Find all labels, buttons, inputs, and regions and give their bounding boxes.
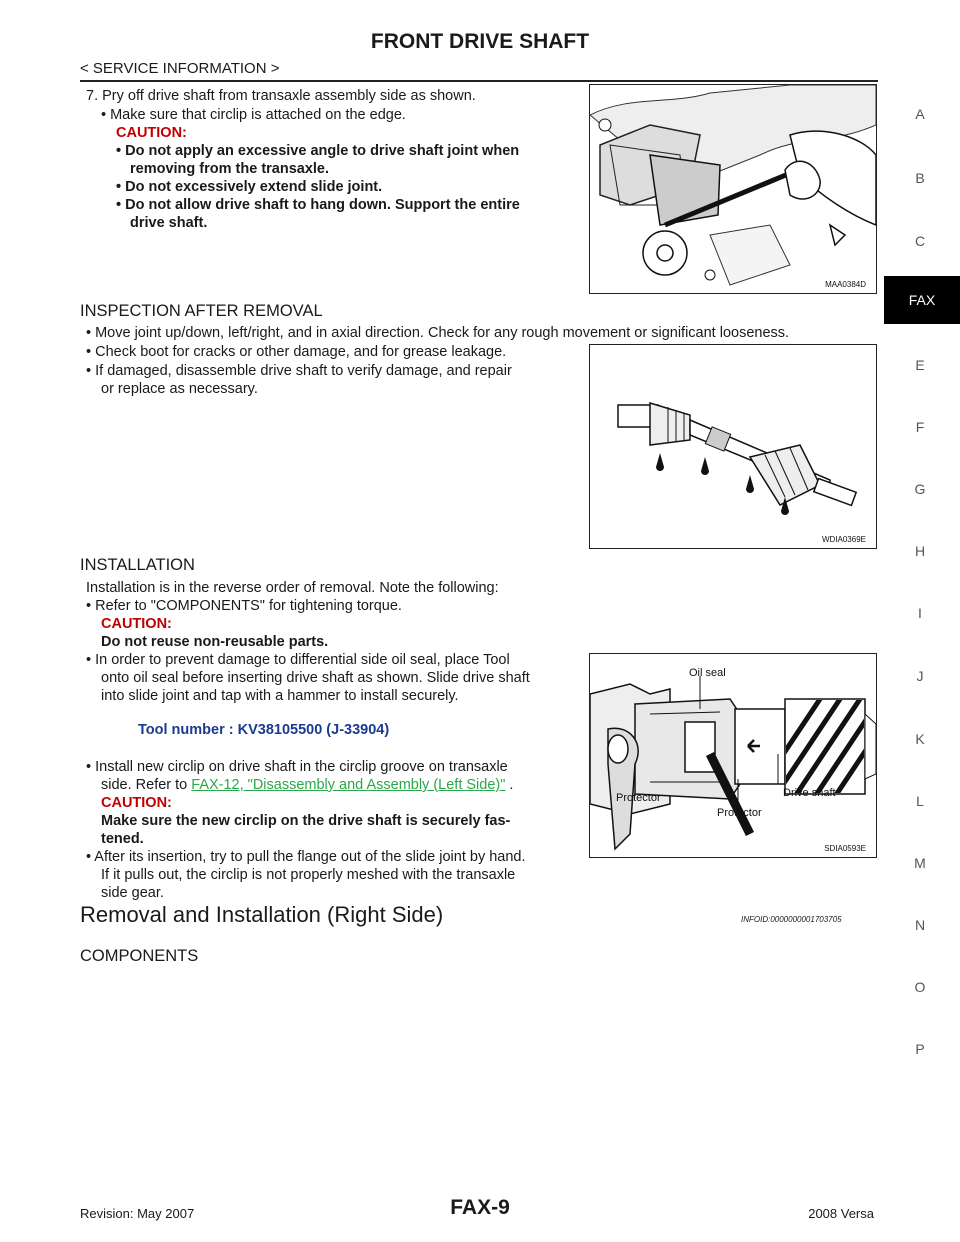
installation-item-cont: side gear. (101, 885, 164, 901)
page-subtitle: < SERVICE INFORMATION > (80, 60, 280, 77)
side-index-n[interactable]: N (914, 917, 926, 933)
installation-item-cont: into slide joint and tap with a hammer to install securely. (101, 688, 459, 704)
label-protector-bottom: Protector (717, 807, 762, 819)
side-index-i[interactable]: I (918, 605, 922, 621)
section-heading-components: COMPONENTS (80, 947, 199, 965)
caution-label: CAUTION: (101, 795, 172, 811)
section-heading-removal-right: Removal and Installation (Right Side) (80, 902, 444, 927)
pry-off-illustration (590, 85, 876, 293)
side-index-p[interactable]: P (915, 1041, 925, 1057)
caution-item: • Do not apply an excessive angle to drive shaft joint when (116, 143, 520, 159)
installation-intro: Installation is in the reverse order of removal. Note the following: (86, 580, 499, 596)
step7-bullet: • Make sure that circlip is attached on the edge. (101, 107, 406, 123)
figure-code: MAA0384D (825, 280, 866, 289)
side-index-a[interactable]: A (915, 106, 925, 122)
oil-seal-illustration (590, 654, 876, 857)
section-heading-installation: INSTALLATION (80, 556, 195, 574)
label-protector-left: Protector (616, 792, 661, 804)
caution-item: • Do not allow drive shaft to hang down. Support the entire (116, 197, 520, 213)
page-title: FRONT DRIVE SHAFT (370, 30, 590, 53)
side-index-j[interactable]: J (916, 668, 924, 684)
caution-text: Do not reuse non-reusable parts. (101, 634, 329, 650)
figure-code: SDIA0593E (824, 844, 866, 853)
refer-prefix: side. Refer to (101, 777, 192, 793)
inspection-item-cont: or replace as necessary. (101, 381, 258, 397)
side-index-b[interactable]: B (915, 170, 925, 186)
installation-item-cont: If it pulls out, the circlip is not properly meshed with the transaxle (101, 867, 516, 883)
tool-number: Tool number : KV38105500 (J-33904) (138, 722, 390, 738)
side-index-f[interactable]: F (915, 419, 925, 435)
drive-shaft-illustration (590, 345, 876, 548)
installation-item-cont: onto oil seal before inserting drive shaft as shown. Slide drive shaft (101, 670, 530, 686)
side-index-fax-active[interactable]: FAX (884, 276, 960, 324)
installation-item-cont (101, 776, 513, 794)
page-number: FAX-9 (450, 1196, 510, 1219)
installation-item: • In order to prevent damage to differential side oil seal, place Tool (86, 652, 510, 668)
header-rule (80, 80, 878, 82)
inspection-item: • If damaged, disassemble drive shaft to verify damage, and repair (86, 363, 512, 379)
side-index-h[interactable]: H (914, 543, 926, 559)
caution-text: Make sure the new circlip on the drive shaft is securely fas- (101, 813, 511, 829)
side-index (880, 0, 960, 1242)
installation-item: • Install new circlip on drive shaft in the circlip groove on transaxle (86, 759, 508, 775)
info-id: INFOID:0000000001703705 (741, 915, 842, 924)
figure-drive-shaft-inspection (589, 344, 877, 549)
section-heading-inspection: INSPECTION AFTER REMOVAL (80, 302, 323, 320)
side-index-e[interactable]: E (915, 357, 925, 373)
footer-model: 2008 Versa (808, 1206, 874, 1221)
caution-label: CAUTION: (101, 616, 172, 632)
side-index-o[interactable]: O (914, 979, 926, 995)
label-oil-seal: Oil seal (689, 667, 726, 679)
caution-text-cont: tened. (101, 831, 144, 847)
caution-item-cont: removing from the transaxle. (130, 161, 330, 177)
inspection-item: • Move joint up/down, left/right, and in axial direction. Check for any rough movement or significant looseness. (86, 325, 790, 341)
step7-text: 7. Pry off drive shaft from transaxle assembly side as shown. (86, 88, 476, 104)
inspection-item: • Check boot for cracks or other damage, and for grease leakage. (86, 344, 507, 360)
figure-oil-seal-protector (589, 653, 877, 858)
side-index-c[interactable]: C (914, 233, 926, 249)
caution-item: • Do not excessively extend slide joint. (116, 179, 383, 195)
label-drive-shaft: Drive shaft (783, 787, 836, 799)
disassembly-link[interactable]: FAX-12, "Disassembly and Assembly (Left Side)" (191, 777, 506, 793)
footer-revision: Revision: May 2007 (80, 1206, 195, 1221)
caution-label: CAUTION: (116, 125, 187, 141)
figure-code: WDIA0369E (821, 535, 866, 544)
side-index-k[interactable]: K (915, 731, 925, 747)
figure-pry-off-drive-shaft (589, 84, 877, 294)
side-index-g[interactable]: G (914, 481, 926, 497)
side-index-l[interactable]: L (916, 793, 924, 809)
installation-item: • Refer to "COMPONENTS" for tightening torque. (86, 598, 402, 614)
installation-item: • After its insertion, try to pull the flange out of the slide joint by hand. (86, 849, 526, 865)
side-index-m[interactable]: M (914, 855, 926, 871)
refer-suffix: . (505, 777, 514, 793)
caution-item-cont: drive shaft. (130, 215, 208, 231)
